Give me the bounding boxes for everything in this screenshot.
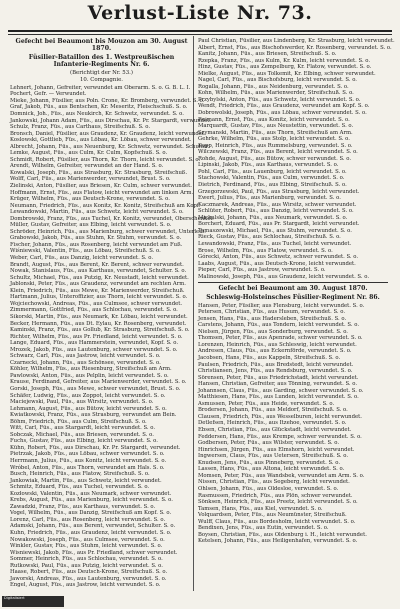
casualty-entry: Thomsen, Peter, Füs., aus Apenrade, schwer verwundet. S. o. xyxy=(198,335,363,342)
left-heading-1: Gefecht bei Beaumont bis Mouzon am 30. August 1870. xyxy=(15,38,188,53)
left-subheading: (Berichtigt der Nr. 53.) xyxy=(69,69,133,76)
casualty-entry: Sommer, Heinrich, Füs., aus Schlochau, verwundet. S. o. xyxy=(10,556,163,563)
casualty-entry: Gorski, Joseph, Füs., aus Mewe, schwer verwundet, Brust. S. o. xyxy=(10,385,181,392)
casualty-entry: Neumann, Friedrich, Füs., aus Konitz, Kr. Konitz, Streifschuß am Kopf. xyxy=(10,202,201,209)
casualty-entry: Schmidt, Robert, Füsilier, aus Thorn, Kr. Thorn, leicht verwundet. S. o. xyxy=(10,156,201,163)
page-title: Verlust-Liste Nr. 73. xyxy=(87,2,313,24)
casualty-entry: Zimmermann, Gottfried, Füs., aus Schlochau, verwundet. S. o. xyxy=(10,307,178,314)
casualty-entry: Rasmussen, Friedrich, Füs., aus Plön, schwer verwundet. xyxy=(198,492,353,499)
casualty-entry: Kopp, Heinrich, Füs., aus Rummelsburg, verwundet. S. o. xyxy=(198,142,353,149)
casualty-entry: Kaminski, Franz, Füs., aus Gollub, Kr. Strasburg, Streifschuß. S. o. xyxy=(10,327,190,334)
casualty-entry: Michalski, Johann, Füs., aus Neumark, verwundet. S. o. xyxy=(198,214,348,221)
casualty-entry: Busch, Heinrich, Füs., aus Flatow, Streifschuß. S. o. xyxy=(10,471,150,478)
casualty-entry: Volquardsen, Peter, Füs., aus Neumünster, Streifschuß. xyxy=(198,512,347,519)
casualty-entry: Gehrke, Wilhelm, Füs., aus Stolp, leicht verwundet. S. o. xyxy=(198,136,350,143)
right-section-heading-2: Schleswig-Holsteinsches Füsilier-Regiment Nr. 86. xyxy=(206,294,380,302)
casualty-entry: Lange, Eduard, Füs., aus Hammerstein, verwundet, Kopf. S. o. xyxy=(10,340,179,347)
casualty-entry: Momsen, Peter, Füs., aus Wandsbek, verwundet am Arm. S. o. xyxy=(198,472,365,479)
casualty-entry: Jensen, Hans, Füs., aus Hadersleben, Streifschuß. S. o. xyxy=(198,315,347,322)
casualty-entry: Malinowski, Joseph, Füs., aus Graudenz, leicht verwundet. S. o. xyxy=(198,273,370,280)
casualty-entry: Weber, Carl, Füs., aus Danzig, leicht verwundet. S. o. xyxy=(10,255,154,262)
casualty-entry: Schlüter, Robert, Füs., aus Danzig, leicht verwundet. S. o. xyxy=(198,208,354,215)
casualty-entry: Christiansen, Jens, Füs., aus Rendsburg, verwundet. S. o. xyxy=(198,368,353,375)
casualty-entry: Wróbel, Anton, Füs., aus Thorn, verwundet am Hals. S. o. xyxy=(10,464,165,471)
casualty-entry: Hansen, Peter, Füsilier, aus Flensburg, leicht verwundet. S. o. xyxy=(198,302,365,309)
casualty-entry: Paul Christian, Füsilier, aus Lindenberg, Kr. Strasburg, leicht verwundet. xyxy=(198,38,395,44)
casualty-entry: Hoffmann, Ernst, Füs., aus Flatow, leicht verwundet am linken Arm. xyxy=(10,189,194,196)
casualty-entry: Wojciechowski, Andreas, Füs., aus Culmsee, schwer verwundet. xyxy=(10,300,183,307)
casualty-entry: Kanitz, Johann, Füs., aus Briesen, Streifschuß. S. o. xyxy=(198,51,337,58)
casualty-entry: Bendixen, Jens, Füs., aus Eutin, verwundet. S. o. xyxy=(198,525,329,532)
casualty-entry: Paulsen, Friedrich, Füs., aus Bredstedt, leicht verwundet. xyxy=(198,361,354,368)
casualty-entry: Wilczewski, Franz, Füs., aus Berent, leicht verwundet. S. o. xyxy=(198,149,358,156)
casualty-entry: Ingwersen, Claus, Füs., aus Uetersen, Streifschuß. S. o. xyxy=(198,453,349,460)
casualty-entry: Schmitz, Eduard, Füs., aus Tuchel, verwundet. S. o. xyxy=(10,484,150,491)
casualty-entry: Krebs, August, Füs., aus Marienburg, leicht verwundet. S. o. xyxy=(10,497,173,504)
casualty-entry: Hinz, Gustav, Füs., aus Zempelburg, Kr. Flatow, verwundet. S. o. xyxy=(198,64,372,71)
casualty-entry: Godbersen, Peter, Füs., aus Wilster, verwundet. S. o. xyxy=(198,440,340,447)
casualty-entry: Koslowski, Gottlieb, Füs., aus Löbau, Kr. Löbau, schwer verwundet. xyxy=(10,137,192,144)
casualty-entry: Nowak, Stanislaus, Füs., aus Karthaus, verwundet, Schulter. S. o. xyxy=(10,268,187,275)
casualty-entry: Sörensen, Peter, Füs., aus Friedrichstadt, leicht verwundet. xyxy=(198,374,359,381)
casualty-entry: Petersen, Christian, Füs., aus Husum, verwundet. S. o. xyxy=(198,309,346,316)
casualty-entry: Schwarz, Carl, Füs., aus Jastrow, leicht verwundet. S. o. xyxy=(10,353,161,360)
casualty-entry: Szymanski, Martin, Füs., aus Thorn, Streifschuß am Arm. xyxy=(198,129,353,136)
casualty-entry: Domnick, Joh., Füs., aus Neukirch, Kr. Schwetz, verwundet. S. o. xyxy=(10,111,184,117)
casualty-entry: Wendt, Friedrich, Füs., aus Graudenz, verwundet am Kopf. S. o. xyxy=(198,103,370,110)
casualty-entry: Haase, Robert, Füs., aus Deutsch-Krone, Streifschuß. S. o. xyxy=(10,569,168,576)
casualty-entry: Tomaszewski, Michael, Füs., aus Stuhm, verwundet. S. o. xyxy=(198,227,352,234)
casualty-entry: Rieck, Gustav, Füs., aus Schlochau, Streifschuß. S. o. xyxy=(198,234,341,241)
casualty-entry: Lehnert, Johann, Gefreiter, verwundet am Oberarm. S. o. G. B. L. I. xyxy=(10,84,191,91)
casualty-entry: Kozłowski, Valentin, Füs., aus Neumark, schwer verwundet. xyxy=(10,490,172,497)
casualty-entry: Carstens, Johann, Füs., aus Tondern, leicht verwundet. S. o. xyxy=(198,322,360,329)
casualty-entry: Hinrichsen, Jürgen, Füs., aus Elmshorn, leicht verwundet. xyxy=(198,446,355,453)
casualty-entry: Sobczak, Michael, Füs., aus Briesen, verwundet. S. o. xyxy=(10,431,154,438)
right-entry-list-bottom xyxy=(198,303,388,545)
section-rule xyxy=(198,282,388,283)
casualty-entry: Becker, Hermann, Füs., aus Dt. Eylau, Kr. Rosenberg, verwundet. xyxy=(10,320,187,327)
right-entry-list-top xyxy=(198,38,395,280)
casualty-entry: Richter, Wilhelm, Füs., aus Pr. Friedland, leicht verwundet. S. o. xyxy=(10,333,183,340)
title-rule xyxy=(8,30,392,32)
casualty-entry: Brodersen, Johann, Füs., aus Meldorf, Streifschuß. S. o. xyxy=(198,407,348,414)
casualty-entry: Lorenz, Carl, Füs., aus Rosenberg, leicht verwundet. S. o. xyxy=(10,516,166,523)
casualty-entry: Arendt, Wilhelm, Gefreiter, verwundet an der Hand. S. o. xyxy=(10,163,164,170)
casualty-entry: Mieke, Johann, Füsilier, aus Poln. Crone, Kr. Bromberg, verwundet. S. o. xyxy=(10,97,205,104)
left-entry-list xyxy=(10,84,214,589)
casualty-entry: Dobrowolski, Joseph, Füs., aus Löbau, schwer verwundet. S. o. xyxy=(198,110,367,117)
casualty-entry: Ebsen, Christian, Füs., aus Glückstadt, leicht verwundet. xyxy=(198,427,352,434)
left-heading-2: Füsilier-Bataillon des 1. Westpreußischen Infanterie-Regiments Nr. 6. xyxy=(28,53,175,69)
casualty-entry: Hansen, Christian, Gefreiter, aus Tönning, verwundet. S. o. xyxy=(198,381,358,388)
casualty-entry: Graf, Jakob, Füs., aus Bentschen, Kr. Meseritz, Fleischschuß. S. o. xyxy=(10,104,188,111)
casualty-entry: Schäfer, Ludwig, Füs., aus Zoppot, leicht verwundet. S. o. xyxy=(10,392,166,399)
right-section-heading-1: Gefecht bei Beaumont am 30. August 1870. xyxy=(218,285,368,293)
casualty-entry: Marquardt, Gustav, Füs., aus Neustettin, verwundet. S. o. xyxy=(198,123,354,130)
casualty-entry: Krause, Ferdinand, Gefreiter, aus Marienwerder, verwundet. S. o. xyxy=(10,379,187,386)
casualty-entry: Jankowski, Johann Adam, Füs., aus Dirschau, Kr. Pr. Stargardt, verwundet. xyxy=(10,117,212,124)
casualty-entry: Albrecht, Johann, Füs., aus Neuenburg, Kr. Schwetz, verwundet. Schulter. xyxy=(10,143,210,150)
casualty-entry: Knudsen, Jens, Füs., aus Pinneberg, verwundet. S. o. xyxy=(198,459,341,466)
casualty-entry: Lassen, Hans, Füs., aus Altona, leicht verwundet. S. o. xyxy=(198,466,345,473)
casualty-entry: Feddersen, Hans, Füs., aus Krempe, schwer verwundet. S. o. xyxy=(198,433,362,440)
casualty-entry: Kowalski, Joseph, Füs., aus Strasburg, Kr. Strasburg, Streifschuß. xyxy=(10,169,188,176)
casualty-entry: Mielke, August, Füs., aus Tolkemit, Kr. Elbing, schwer verwundet. xyxy=(198,70,376,77)
casualty-entry: Zawadzki, Franz, Füs., aus Karthaus, verwundet. S. o. xyxy=(10,503,156,510)
casualty-entry: Jankowiak, Martin, Füs., aus Schwetz, leicht verwundet. xyxy=(10,477,162,484)
casualty-entry: Tamsen, Hans, Füs., aus Kiel, verwundet. S. o. xyxy=(198,505,323,512)
casualty-entry: Fischer, Johann, Füs., aus Rosenberg, leicht verwundet am Fuß. xyxy=(10,241,183,248)
casualty-entry: Zielinski, Anton, Füsilier, aus Briesen, Kr. Culm, schwer verwundet. xyxy=(10,183,192,190)
casualty-entry: Górecki, Anton, Füs., aus Schwetz, schwer verwundet. S. o. xyxy=(198,254,359,261)
casualty-entry: Kühn, Robert, Füs., aus Dirschau, Kr. Pr. Stargardt, verwundet. xyxy=(10,444,181,451)
casualty-entry: Dombrowski, Franz, Füs., aus Tuchel, Kr. Konitz, verwundet, Oberschenkel. xyxy=(10,215,214,222)
casualty-entry: Rogalla, Johann, Füs., aus Neidenburg, verwundet. S. o. xyxy=(198,83,349,90)
casualty-entry: Pieper, Carl, Füs., aus Jastrow, verwundet. S. o. xyxy=(198,267,326,274)
casualty-entry: Lewandowski, Franz, Füs., aus Tuchel, leicht verwundet. xyxy=(198,240,352,247)
casualty-entry: Clausen, Friedrich, Füs., aus Wesselburen, leicht verwundet. xyxy=(198,413,362,420)
casualty-entry: Nielsen, Jürgen, Füs., aus Sonderburg, verwundet. S. o. xyxy=(198,328,348,335)
casualty-entry: Pawlowski, Anton, Füs., aus Pelplin, leicht verwundet. S. o. xyxy=(10,372,169,379)
casualty-entry: Johannsen, Claus, Füs., aus Garding, schwer verwundet. S. o. xyxy=(198,387,364,394)
casualty-entry: Jacobsen, Hans, Füs., aus Kappeln, Streifschuß. S. o. xyxy=(198,355,341,362)
casualty-entry: Jablonski, Peter, Füs., aus Graudenz, verwundet am rechten Arm. xyxy=(10,281,186,288)
casualty-entry: Rutkowski, Paul, Füs., aus Putzig, leicht verwundet. S. o. xyxy=(10,562,163,569)
casualty-entry: Matthiesen, Hans, Füs., aus Lunden, leicht verwundet. S. o. xyxy=(198,394,359,401)
casualty-entry: Detlefsen, Heinrich, Füs., aus Itzehoe, verwundet. S. o. xyxy=(198,420,347,427)
casualty-entry: Köhler, Wilhelm, Füs., aus Riesenburg, Streifschuß am Arm. xyxy=(10,366,172,373)
casualty-entry: Maciejewski, Paul, Füs., aus Wirsitz, verwundet. S. o. xyxy=(10,399,154,406)
casualty-entry: Nissen, Christian, Füs., aus Segeberg, leicht verwundet. xyxy=(198,479,350,486)
right-column xyxy=(198,38,395,545)
casualty-entry: Herrmann, Julius, Füs., aus Konitz, leicht verwundet. S. o. xyxy=(10,457,167,464)
casualty-entry: Klein, Friedrich, Füs., aus Mewe, Kr. Marienwerder, Streifschuß. xyxy=(10,287,185,294)
casualty-entry: Schultz, Michael, Füs., aus Putzig, Kr. Neustadt, leicht verwundet. xyxy=(10,274,189,281)
casualty-entry: Bronsch, Daniel, Füsilier, aus Graudenz, Kr. Graudenz, leicht verwundet. xyxy=(10,130,206,137)
casualty-entry: Wiśniewski, Valentin, Füs., aus Löbau, Streifschuß. S. o. xyxy=(10,248,161,255)
casualty-entry: Wolff, Carl, Füs., aus Marienwerder, verwundet, Brust. S. o. xyxy=(10,176,171,183)
casualty-entry: Lemke, August, Füs., aus Culm, Kr. Culm, Kopfschuß. S. o. xyxy=(10,150,168,157)
casualty-entry: Andresen, Claus, Füs., aus Eckernförde, verwundet. S. o. xyxy=(198,348,352,355)
casualty-entry: Kuhn, Friedrich, Füs., aus Graudenz, leicht verwundet. S. o. xyxy=(10,530,172,536)
casualty-entry: Kwiatkowski, Franz, Füs., aus Strasburg, verwundet am Bein. xyxy=(10,412,177,419)
casualty-entry: Böhm, Friedrich, Füs., aus Culm, Streifschuß. S. o. xyxy=(10,418,147,425)
casualty-entry: Ewert, Julius, Füs., aus Marienburg, verwundet. S. o. xyxy=(198,195,341,202)
casualty-entry: Grabowski, Jakob, Füs., aus Stuhm, Kr. Stuhm, verwundet. S. o. xyxy=(10,235,182,242)
casualty-entry: Kaczmarek, Andreas, Füs., aus Wirsitz, schwer verwundet. xyxy=(198,201,357,208)
title-rule-thin xyxy=(8,34,392,35)
casualty-entry: Czarnecki, Johann, Füs., aus Schönsee, verwundet. S. o. xyxy=(10,359,161,366)
casualty-entry: Fuchs, Gustav, Füs., aus Elbing, leicht verwundet. S. o. xyxy=(10,438,158,445)
casualty-entry: Nagel, Carl, Füs., aus Bischofsburg, leicht verwundet. S. o. xyxy=(198,77,357,84)
casualty-entry: Pohl, Carl, Füs., aus Lauenburg, leicht verwundet. S. o. xyxy=(198,168,347,175)
casualty-entry: Asmussen, Peter, Füs., aus Heide, verwundet. S. o. xyxy=(198,400,335,407)
casualty-entry: Schröder, Heinrich, Füs., aus Marienburg, schwer verwundet, Unterleib. xyxy=(10,228,206,235)
casualty-entry: Rohde, August, Füs., aus Bütow, schwer verwundet. S. o. xyxy=(198,155,352,162)
casualty-entry: Grzegorzewski, Paul, Füs., aus Strasburg, leicht verwundet. xyxy=(198,188,360,195)
casualty-entry: Pietrzak, Jakob, Füs., aus Löbau, schwer verwundet. S. o. xyxy=(10,451,165,458)
casualty-entry: Laabs, August, Füs., aus Deutsch-Krone, leicht verwundet. xyxy=(198,260,356,267)
casualty-entry: Nowakowski, Joseph, Füs., aus Culmsee, verwundet. S. o. xyxy=(10,536,165,543)
casualty-entry: Pochert, Gefr. — Verwundet. xyxy=(10,91,87,98)
casualty-entry: Müller, Gustav, Gefreiter, aus Elbing, leicht verwundet. S. o. xyxy=(10,222,172,229)
company-label: 10. Compagnie. xyxy=(80,77,123,84)
casualty-entry: Jaworski, Andreas, Füs., aus Lautenburg, verwundet. S. o. xyxy=(10,575,167,582)
casualty-entry: Adamski, Johann, Füs., aus Berent, verwundet, Schulter. S. o. xyxy=(10,523,176,530)
casualty-entry: Albert, Ernst, Füs., aus Bischofswerder, Kr. Rosenberg, verwundet. S. o. xyxy=(198,44,392,51)
casualty-entry: Rzepka, Franz, Füs., aus Kulm, Kr. Kulm, leicht verwundet. S. o. xyxy=(198,57,371,64)
casualty-entry: Dietrich, Ferdinand, Füs., aus Elbing, Streifschuß. S. o. xyxy=(198,182,347,189)
casualty-entry: Ohlsen, Johann, Füs., aus Oldesloe, verwundet. S. o. xyxy=(198,485,339,492)
casualty-entry: Kohn, Wilhelm, Füs., aus Marienwerder, Streifschuß. S. o. xyxy=(198,90,354,97)
casualty-entry: Wulff, Claus, Füs., aus Bordesholm, leicht verwundet. S. o. xyxy=(198,518,356,525)
casualty-entry: Ketelsen, Johann, Füs., aus Heiligenhafen, verwundet. S. o. xyxy=(198,538,358,545)
casualty-entry: Borchert, Eduard, Füs., aus Pr. Stargardt, leicht verwundet. xyxy=(198,221,360,228)
casualty-entry: Lehmann, August, Füs., aus Bütow, leicht verwundet. S. o. xyxy=(10,405,167,412)
casualty-entry: Witt, Carl, Füs., aus Stargardt, leicht verwundet. S. o. xyxy=(10,425,156,432)
casualty-entry: Mrozek, Jakob, Füs., aus Lautenburg, schwer verwundet. S. o. xyxy=(10,346,178,353)
casualty-entry: Sikorski, Martin, Füs., aus Neumark, Kr. Löbau, leicht verwundet. xyxy=(10,313,188,320)
casualty-entry: Brandt, August, Füs., aus Berent, Kr. Berent, schwer verwundet. xyxy=(10,261,184,268)
digitization-stamp: Digitalisiert xyxy=(2,596,64,607)
casualty-entry: Vogel, Wilhelm, Füs., aus Danzig, Streifschuß am Kopf. S. o. xyxy=(10,510,172,517)
left-column xyxy=(10,38,214,589)
casualty-entry: Krüger, Wilhelm, Füs., aus Deutsch-Krone, verwundet. S. o. xyxy=(10,196,170,203)
casualty-entry: Lewandowski, Martin, Füs., aus Schwetz, leicht verwundet. S. o. xyxy=(10,209,184,216)
casualty-entry: Winkler, Gustav, Füs., aus Stuhm, leicht verwundet. S. o. xyxy=(10,543,163,550)
casualty-entry: Przybylski, Anton, Füs., aus Schwetz, leicht verwundet. S. o. xyxy=(198,96,361,103)
casualty-entry: Schulz, Franz, Füs., aus Carthaus, Streifschuß. S. o. xyxy=(10,124,151,131)
casualty-entry: Boysen, Christian, Füs., aus Oldenburg i. H., leicht verwundet. xyxy=(198,531,367,538)
casualty-entry: Reimann, Ernst, Füs., aus Konitz, leicht verwundet. S. o. xyxy=(198,116,350,123)
casualty-entry: Lipinski, Jakob, Füs., aus Karthaus, verwundet. S. o. xyxy=(198,162,339,169)
casualty-entry: Engel, August, Füs., aus Jastrow, leicht verwundet. S. o. xyxy=(10,582,161,589)
casualty-entry: Lorenzen, Heinrich, Füs., aus Schleswig, leicht verwundet. xyxy=(198,341,357,348)
casualty-entry: Stachowski, Valentin, Füs., aus Culm, verwundet. S. o. xyxy=(198,175,345,182)
casualty-entry: Hartmann, Julius, Unteroffizier, aus Thorn, leicht verwundet. S. o. xyxy=(10,294,188,301)
casualty-entry: Brose, Wilhelm, Füs., aus Flatow, verwundet. S. o. xyxy=(198,247,333,254)
casualty-entry: Sönksen, Heinrich, Füs., aus Preetz, leicht verwundet. S. o. xyxy=(198,499,358,506)
casualty-entry: Wisniewski, Jakob, Füs., aus Pr. Friedland, schwer verwundet. xyxy=(10,549,178,556)
